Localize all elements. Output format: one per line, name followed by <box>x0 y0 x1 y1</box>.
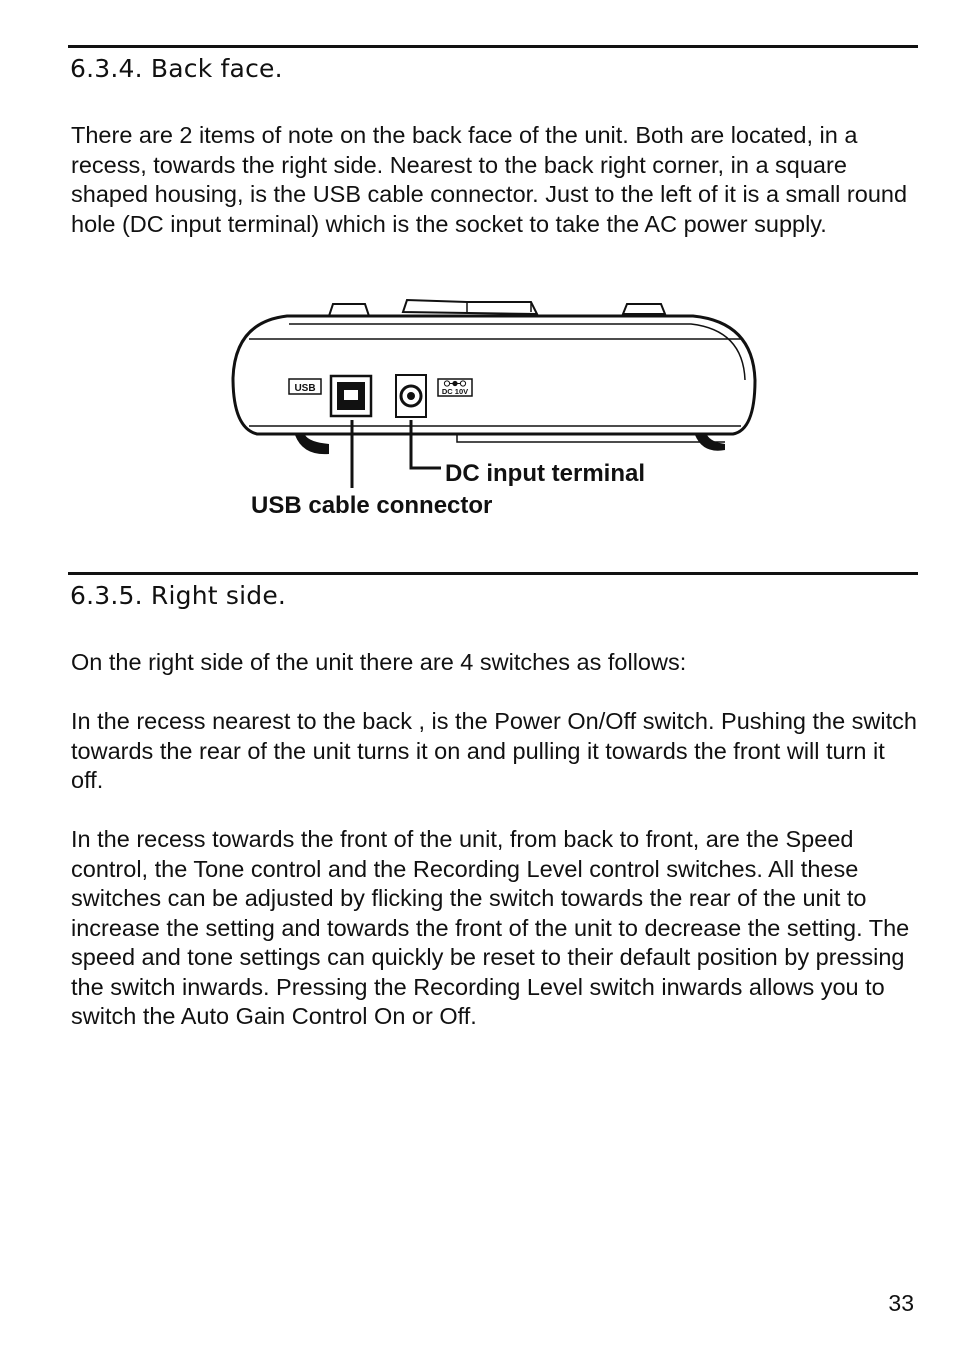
page-number: 33 <box>888 1290 914 1316</box>
dc-rating-label: DC 10V <box>441 387 469 396</box>
power-switch-paragraph: In the recess nearest to the back , is the Power On/Off switch. Pushing the switch towards the rear of the unit turns it on and pulling it towards the front will turn it off. <box>71 708 917 793</box>
top-button-center <box>403 300 537 314</box>
section-heading-right-side: 6.3.5. Right side. <box>70 581 287 610</box>
foot-right <box>695 435 725 451</box>
foot-left <box>295 435 329 454</box>
usb-port-label: USB <box>294 383 316 394</box>
callout-usb-cable-connector: USB cable connector <box>251 492 493 519</box>
right-side-intro-paragraph: On the right side of the unit there are 4 switches as follows: <box>71 649 687 675</box>
control-switches-paragraph: In the recess towards the front of the unit, from back to front, are the Speed control, the Tone control and the Recording Level control switches. All these switches can be adjusted by flicking the switch towards the rear of the unit to increase the setting and towards the front of the unit to decrease the setting. The speed and tone settings can quickly be reset to their default position by pressing the switch inwards. Pressing the Recording Level switch inwards allows you to switch the Auto Gain Control On or Off. <box>71 826 910 1029</box>
top-button-right <box>623 304 665 314</box>
back-face-diagram <box>225 292 765 532</box>
unit-body <box>233 316 755 434</box>
back-face-paragraph: There are 2 items of note on the back face of the unit. Both are located, in a recess, towards the right side. Nearest to the back right corner, in a square shaped housing, is the USB cable connector. Just to the left of it is a small round hole (DC input terminal) which is the socket to take the AC power supply. <box>71 122 908 237</box>
section-heading-back-face: 6.3.4. Back face. <box>70 54 283 83</box>
top-button-left <box>329 304 369 316</box>
callout-dc-input-terminal: DC input terminal <box>445 460 646 487</box>
section-rule-middle <box>68 572 918 575</box>
section-rule-top <box>68 45 918 48</box>
